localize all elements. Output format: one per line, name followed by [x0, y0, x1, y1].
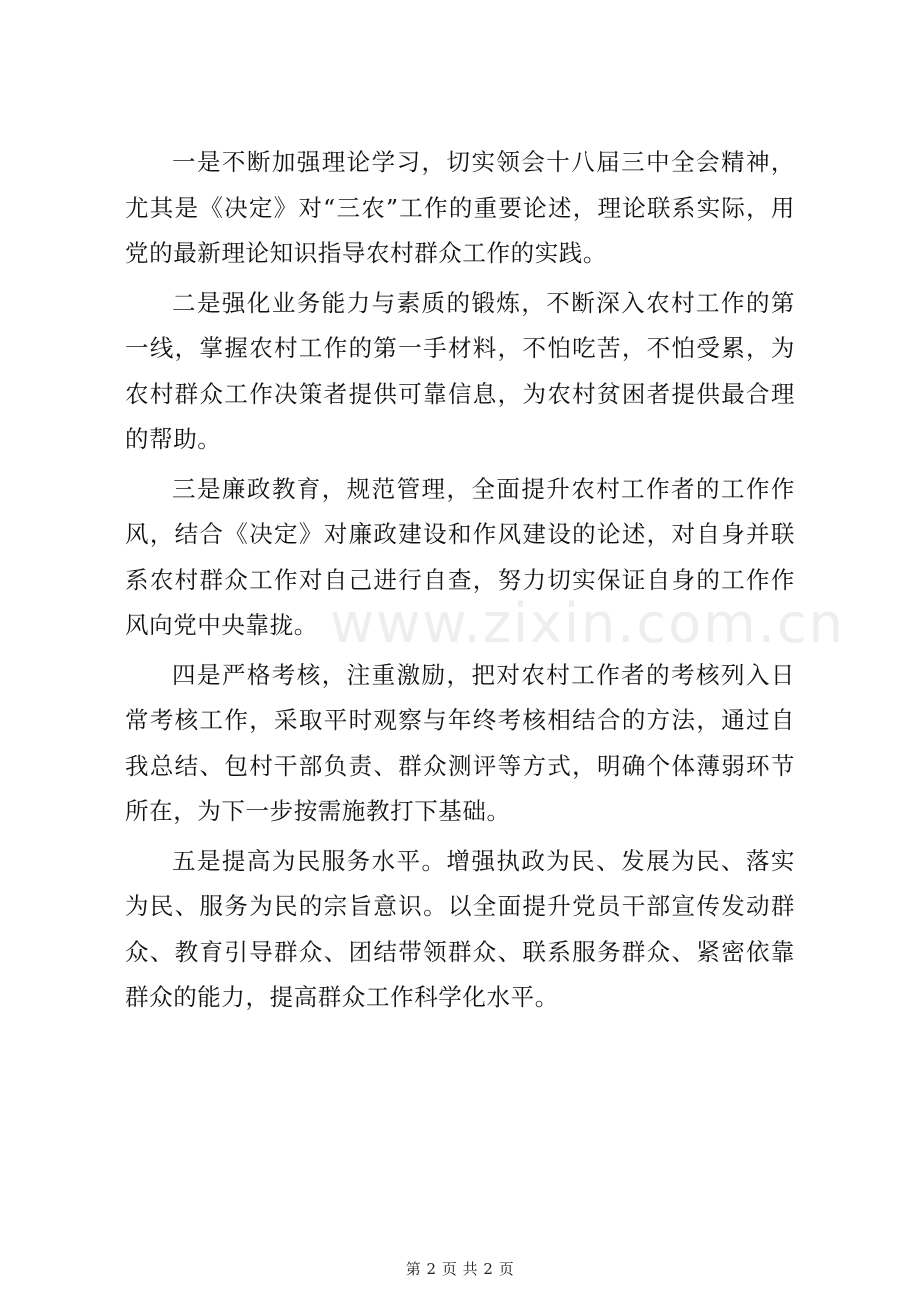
paragraph-1: 一是不断加强理论学习，切实领会十八届三中全会精神，尤其是《决定》对“三农”工作的重要论述，理论联系实际，用党的最新理论知识指导农村群众工作的实践。 [125, 148, 795, 267]
paragraph-5: 五是提高为民服务水平。增强执政为民、发展为民、落实为民、服务为民的宗旨意识。以全面提升党员干部宣传发动群众、教育引导群众、团结带领群众、联系服务群众、紧密依靠群众的能力，提高群众工作科学化水平。 [125, 846, 795, 1011]
paragraph-3: 三是廉政教育，规范管理，全面提升农村工作者的工作作风，结合《决定》对廉政建设和作风建设的论述，对自身并联系农村群众工作对自己进行自查，努力切实保证自身的工作作风向党中央靠拢。 [125, 474, 795, 639]
paragraph-2: 二是强化业务能力与素质的锻炼，不断深入农村工作的第一线，掌握农村工作的第一手材料，不怕吃苦，不怕受累，为农村群众工作决策者提供可靠信息，为农村贫困者提供最合理的帮助。 [125, 288, 795, 453]
document-body [125, 140, 795, 1025]
watermark: www.zixin.com.cn [330, 592, 845, 655]
paragraph-4: 四是严格考核，注重激励，把对农村工作者的考核列入日常考核工作，采取平时观察与年终考核相结合的方法，通过自我总结、包村干部负责、群众测评等方式，明确个体薄弱环节所在，为下一步按需施教打下基础。 [125, 660, 795, 825]
page-footer: 第 2 页 共 2 页 [405, 1260, 515, 1278]
